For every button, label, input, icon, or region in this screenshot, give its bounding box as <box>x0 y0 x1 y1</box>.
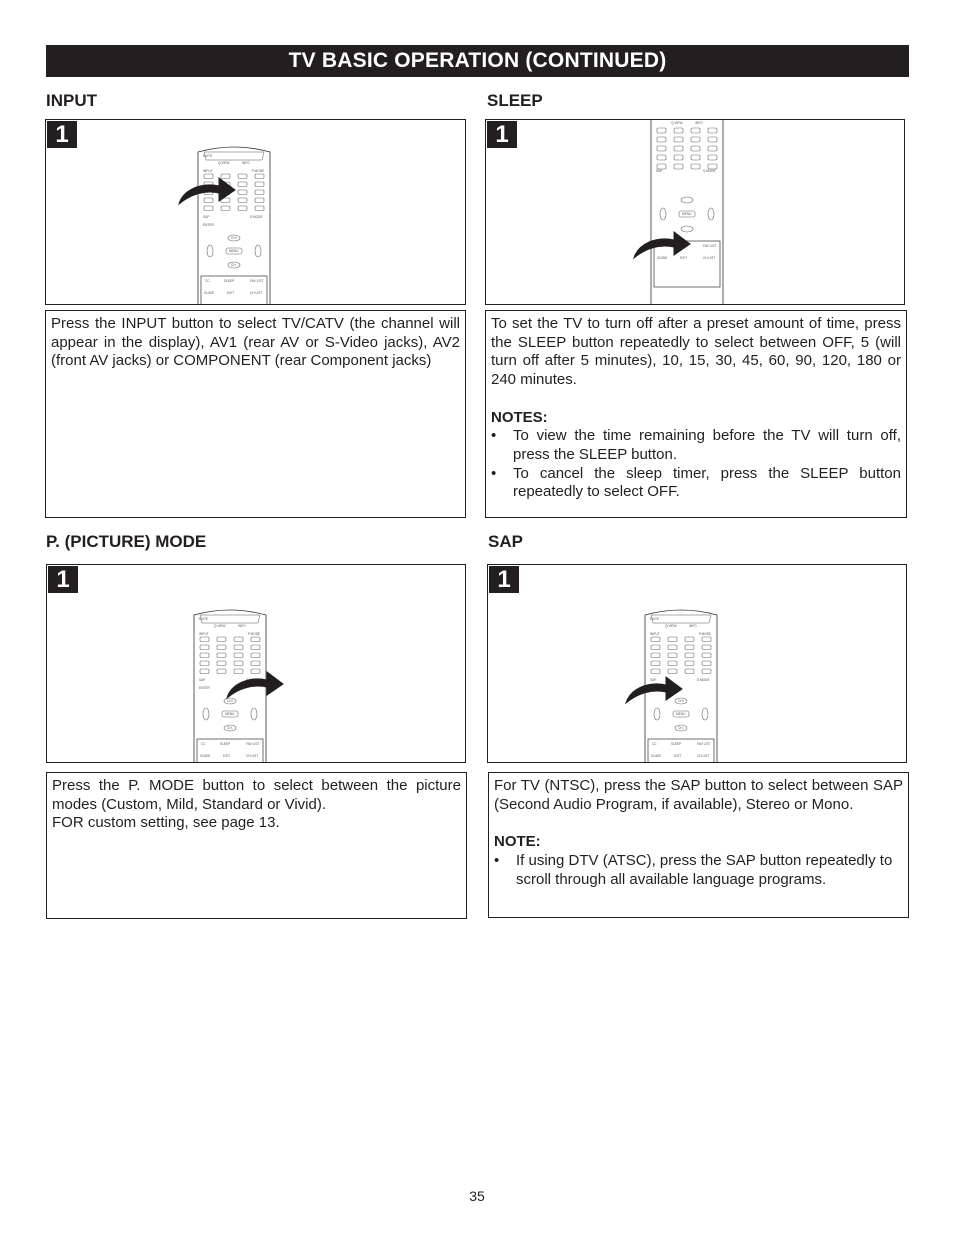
remote-label-enter: ENTER <box>203 223 214 227</box>
sleep-notes-heading: NOTES: <box>491 408 548 426</box>
remote-key <box>691 128 700 133</box>
remote-label-exit: EXIT <box>227 291 235 295</box>
section-title-sap: SAP <box>488 532 523 551</box>
page-banner-title: TV BASIC OPERATION (CONTINUED) <box>46 45 909 77</box>
remote-label-ch-up: CH+ <box>227 699 234 703</box>
remote-label-input: INPUT <box>199 632 209 636</box>
sleep-notes-list <box>491 427 901 502</box>
figure-pmode <box>46 564 466 763</box>
remote-label-smode: S.MODE <box>250 215 263 219</box>
remote-key <box>708 155 717 160</box>
remote-label-guide: GUIDE <box>200 754 211 758</box>
remote-label-qview: Q.VIEW <box>214 624 226 628</box>
remote-label-fav-list: FAV LIST <box>697 742 711 746</box>
remote-label-fav-list: FAV LIST <box>246 742 260 746</box>
list-item: • To cancel the sleep timer, press the SLEEP button repeatedly to select OFF. <box>491 465 901 502</box>
remote-label-guide: GUIDE <box>204 291 215 295</box>
remote-key <box>657 128 666 133</box>
remote-label-ch-down: CH- <box>231 263 237 267</box>
remote-label-input: INPUT <box>650 632 660 636</box>
sap-description: For TV (NTSC), press the SAP button to select between SAP (Second Audio Program, if available), Stereo or Mono. <box>494 777 903 813</box>
remote-key <box>708 128 717 133</box>
remote-label-ch-up: CH+ <box>678 699 685 703</box>
remote-label-cc: CC <box>201 742 206 746</box>
remote-key <box>657 155 666 160</box>
remote-label-ch-list: CH LIST <box>703 256 716 260</box>
sleep-description-box <box>485 310 907 518</box>
remote-label-ch-up: CH+ <box>231 236 238 240</box>
remote-key <box>691 164 700 169</box>
sap-notes-list <box>494 852 903 889</box>
page-number: 35 <box>469 1188 485 1204</box>
remote-label-mute: MUTE <box>203 154 213 158</box>
remote-label-input: INPUT <box>203 169 213 173</box>
remote-label-fav-list: FAV LIST <box>250 279 264 283</box>
remote-key <box>708 137 717 142</box>
step-number-badge: 1 <box>489 566 519 593</box>
remote-label-ch-list: CH LIST <box>697 754 710 758</box>
remote-label-info: INFO <box>689 624 697 628</box>
list-item: • To view the time remaining before the TV will turn off, press the SLEEP button. <box>491 427 901 464</box>
list-item: • If using DTV (ATSC), press the SAP button repeatedly to scroll through all available language programs. <box>494 852 903 889</box>
pmode-description-box <box>46 772 467 919</box>
section-title-sleep: SLEEP <box>487 91 543 110</box>
remote-vol-up-key <box>708 208 714 220</box>
remote-key <box>691 146 700 151</box>
figure-sleep <box>485 119 905 305</box>
remote-label-qview: Q.VIEW <box>671 121 683 125</box>
remote-illustration <box>623 603 783 763</box>
remote-key <box>674 146 683 151</box>
remote-label-cc: CC <box>205 279 210 283</box>
remote-label-menu: MENU <box>682 212 692 216</box>
remote-vol-down-key <box>660 208 666 220</box>
remote-ch-down-key <box>681 226 693 232</box>
remote-key <box>674 137 683 142</box>
input-description-box <box>45 310 466 518</box>
remote-label-info: INFO <box>242 161 250 165</box>
remote-label-guide: GUIDE <box>651 754 662 758</box>
remote-label-exit: EXIT <box>680 256 688 260</box>
remote-key <box>691 155 700 160</box>
section-title-input: INPUT <box>46 91 97 110</box>
remote-label-qview: Q.VIEW <box>218 161 230 165</box>
remote-label-menu: MENU <box>676 712 686 716</box>
remote-label-ch-down: CH- <box>227 726 233 730</box>
step-number-badge: 1 <box>48 566 78 593</box>
step-number-badge: 1 <box>487 121 517 148</box>
remote-key <box>674 164 683 169</box>
input-description: Press the INPUT button to select TV/CATV (the channel will appear in the display), AV1 (rear AV or S-Video jacks), AV2 (front AV jacks) or COMPONENT (rear Component jacks) <box>51 315 460 370</box>
remote-label-sleep: SLEEP <box>224 279 235 283</box>
remote-key <box>657 146 666 151</box>
remote-illustration <box>172 603 332 763</box>
figure-sap <box>487 564 907 763</box>
remote-key <box>657 137 666 142</box>
remote-key <box>674 128 683 133</box>
remote-label-exit: EXIT <box>223 754 231 758</box>
remote-label-sap: SAP <box>650 678 657 682</box>
remote-label-exit: EXIT <box>674 754 682 758</box>
remote-label-pmode: P.MODE <box>248 632 261 636</box>
sleep-description: To set the TV to turn off after a preset amount of time, press the SLEEP button repeatedly to select between OFF, 5 (will turn off after 5 minutes), 10, 15, 30, 45, 60, 90, 120, 180 or 240 minutes. <box>491 315 901 389</box>
remote-label-sleep: SLEEP <box>220 742 231 746</box>
remote-label-pmode: P.MODE <box>699 632 712 636</box>
pmode-description-line: FOR custom setting, see page 13. <box>52 814 280 832</box>
remote-label-ch-down: CH- <box>678 726 684 730</box>
pointer-arrow-icon <box>634 232 690 258</box>
remote-illustration <box>176 140 306 305</box>
remote-label-enter: ENTER <box>199 686 210 690</box>
remote-ch-up-key <box>681 197 693 203</box>
remote-label-qview: Q.VIEW <box>665 624 677 628</box>
remote-label-menu: MENU <box>225 712 235 716</box>
remote-label-ch-list: CH LIST <box>246 754 259 758</box>
remote-label-smode: S.MODE <box>703 169 716 173</box>
remote-label-info: INFO <box>238 624 246 628</box>
remote-illustration <box>626 120 756 304</box>
section-title-pmode: P. (PICTURE) MODE <box>46 532 207 551</box>
sap-description-box <box>488 772 909 918</box>
remote-label-sleep: SLEEP <box>671 742 682 746</box>
remote-label-smode: S.MODE <box>697 678 710 682</box>
remote-label-cc: CC <box>652 742 657 746</box>
remote-label-sap: SAP <box>203 215 210 219</box>
remote-label-ch-list: CH LIST <box>250 291 263 295</box>
remote-label-fav-list: FAV LIST <box>703 244 717 248</box>
remote-key <box>691 137 700 142</box>
remote-label-mute: MUTE <box>199 617 209 621</box>
remote-label-sap: SAP <box>199 678 206 682</box>
sap-note-heading: NOTE: <box>494 833 541 851</box>
pmode-description-line: Press the P. MODE button to select between the picture modes (Custom, Mild, Standard or Vivid). <box>52 777 461 813</box>
remote-label-pmode: P.MODE <box>252 169 265 173</box>
remote-label-mute: MUTE <box>650 617 660 621</box>
remote-label-menu: MENU <box>229 249 239 253</box>
remote-key <box>708 146 717 151</box>
remote-label-sap: SAP <box>656 169 663 173</box>
remote-label-info: INFO <box>695 121 703 125</box>
remote-key <box>674 155 683 160</box>
figure-input <box>45 119 466 305</box>
remote-label-guide: GUIDE <box>657 256 668 260</box>
step-number-badge: 1 <box>47 121 77 148</box>
